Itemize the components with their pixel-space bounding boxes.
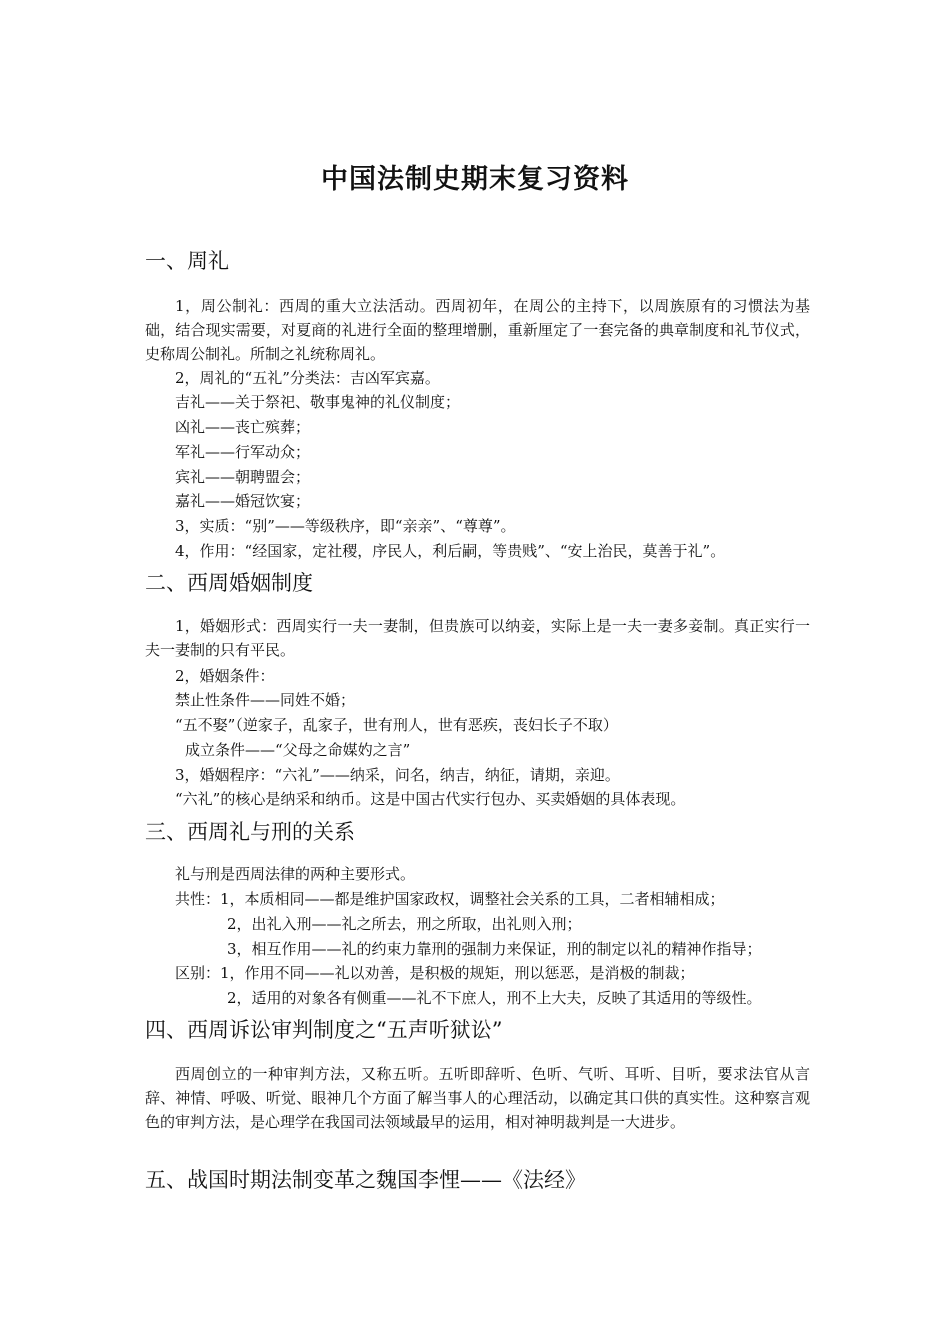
section-3-line-2: 共性：1，本质相同——都是维护国家政权，调整社会关系的工具，二者相辅相成；: [175, 890, 725, 908]
section-4-paragraph-1: 西周创立的一种审判方法，又称五听。五听即辞听、色听、气听、耳听、目听，要求法官从言辞、神情、呼吸、听觉、眼神几个方面了解当事人的心理活动，以确定其口供的真实性。这种察言观色的审判方法，是心理学在我国司法领域最早的运用，相对神明裁判是一大进步。: [145, 1065, 810, 1131]
document-title: 中国法制史期末复习资料: [321, 164, 629, 195]
section-3-line-5: 区别：1，作用不同——礼以劝善，是积极的规矩，刑以惩恶，是消极的制裁；: [175, 964, 695, 982]
section-2-line-4: 成立条件——“父母之命媒妁之言”: [185, 741, 411, 759]
section-1-line-4: 军礼——行军动众；: [175, 443, 311, 461]
section-3-line-1: 礼与刑是西周法律的两种主要形式。: [175, 865, 416, 883]
section-4-heading: 四、西周诉讼审判制度之“五声听狱讼”: [145, 1018, 503, 1042]
section-2-line-2: 禁止性条件——同姓不婚；: [175, 691, 356, 709]
section-1-line-5: 宾礼——朝聘盟会；: [175, 468, 311, 486]
section-1-line-6: 嘉礼——婚冠饮宴；: [175, 492, 311, 510]
section-1-paragraph-1: 1，周公制礼：西周的重大立法活动。西周初年，在周公的主持下，以周族原有的习惯法为基础，结合现实需要，对夏商的礼进行全面的整理增删，重新厘定了一套完备的典章制度和礼节仪式，史称周公制礼。所制之礼统称周礼。: [145, 297, 810, 363]
section-5-heading: 五、战国时期法制变革之魏国李悝——《法经》: [145, 1168, 586, 1192]
section-1-line-2: 吉礼——关于祭祀、敬事鬼神的礼仪制度；: [175, 393, 461, 411]
section-2-heading: 二、西周婚姻制度: [145, 571, 313, 595]
section-3-heading: 三、西周礼与刑的关系: [145, 820, 355, 844]
section-1-line-8: 4，作用：“经国家，定社稷，序民人，利后嗣，等贵贱”、“安上治民，莫善于礼”。: [175, 542, 726, 560]
section-3-line-3: 2，出礼入刑——礼之所去，刑之所取，出礼则入刑；: [227, 915, 582, 933]
section-2-line-5: 3，婚姻程序：“六礼”——纳采，问名，纳吉，纳征，请期，亲迎。: [175, 766, 620, 784]
section-1-line-1: 2，周礼的“五礼”分类法：吉凶军宾嘉。: [175, 369, 440, 387]
section-2-line-1: 2，婚姻条件：: [175, 667, 275, 685]
section-1-line-7: 3，实质：“别”——等级秩序，即“亲亲”、“尊尊”。: [175, 517, 516, 535]
section-1-line-3: 凶礼——丧亡殡葬；: [175, 418, 311, 436]
section-3-line-4: 3，相互作用——礼的约束力靠刑的强制力来保证，刑的制定以礼的精神作指导；: [227, 940, 762, 958]
section-2-line-3: “五不娶”（逆家子，乱家子，世有刑人，世有恶疾，丧妇长子不取）: [175, 716, 618, 734]
section-2-paragraph-1: 1，婚姻形式：西周实行一夫一妻制，但贵族可以纳妾，实际上是一夫一妻多妾制。真正实行一夫一妻制的只有平民。: [145, 617, 810, 659]
section-2-line-6: “六礼”的核心是纳采和纳币。这是中国古代实行包办、买卖婚姻的具体表现。: [175, 790, 686, 808]
section-3-line-6: 2，适用的对象各有侧重——礼不下庶人，刑不上大夫，反映了其适用的等级性。: [227, 989, 762, 1007]
section-1-heading: 一、周礼: [145, 249, 229, 273]
